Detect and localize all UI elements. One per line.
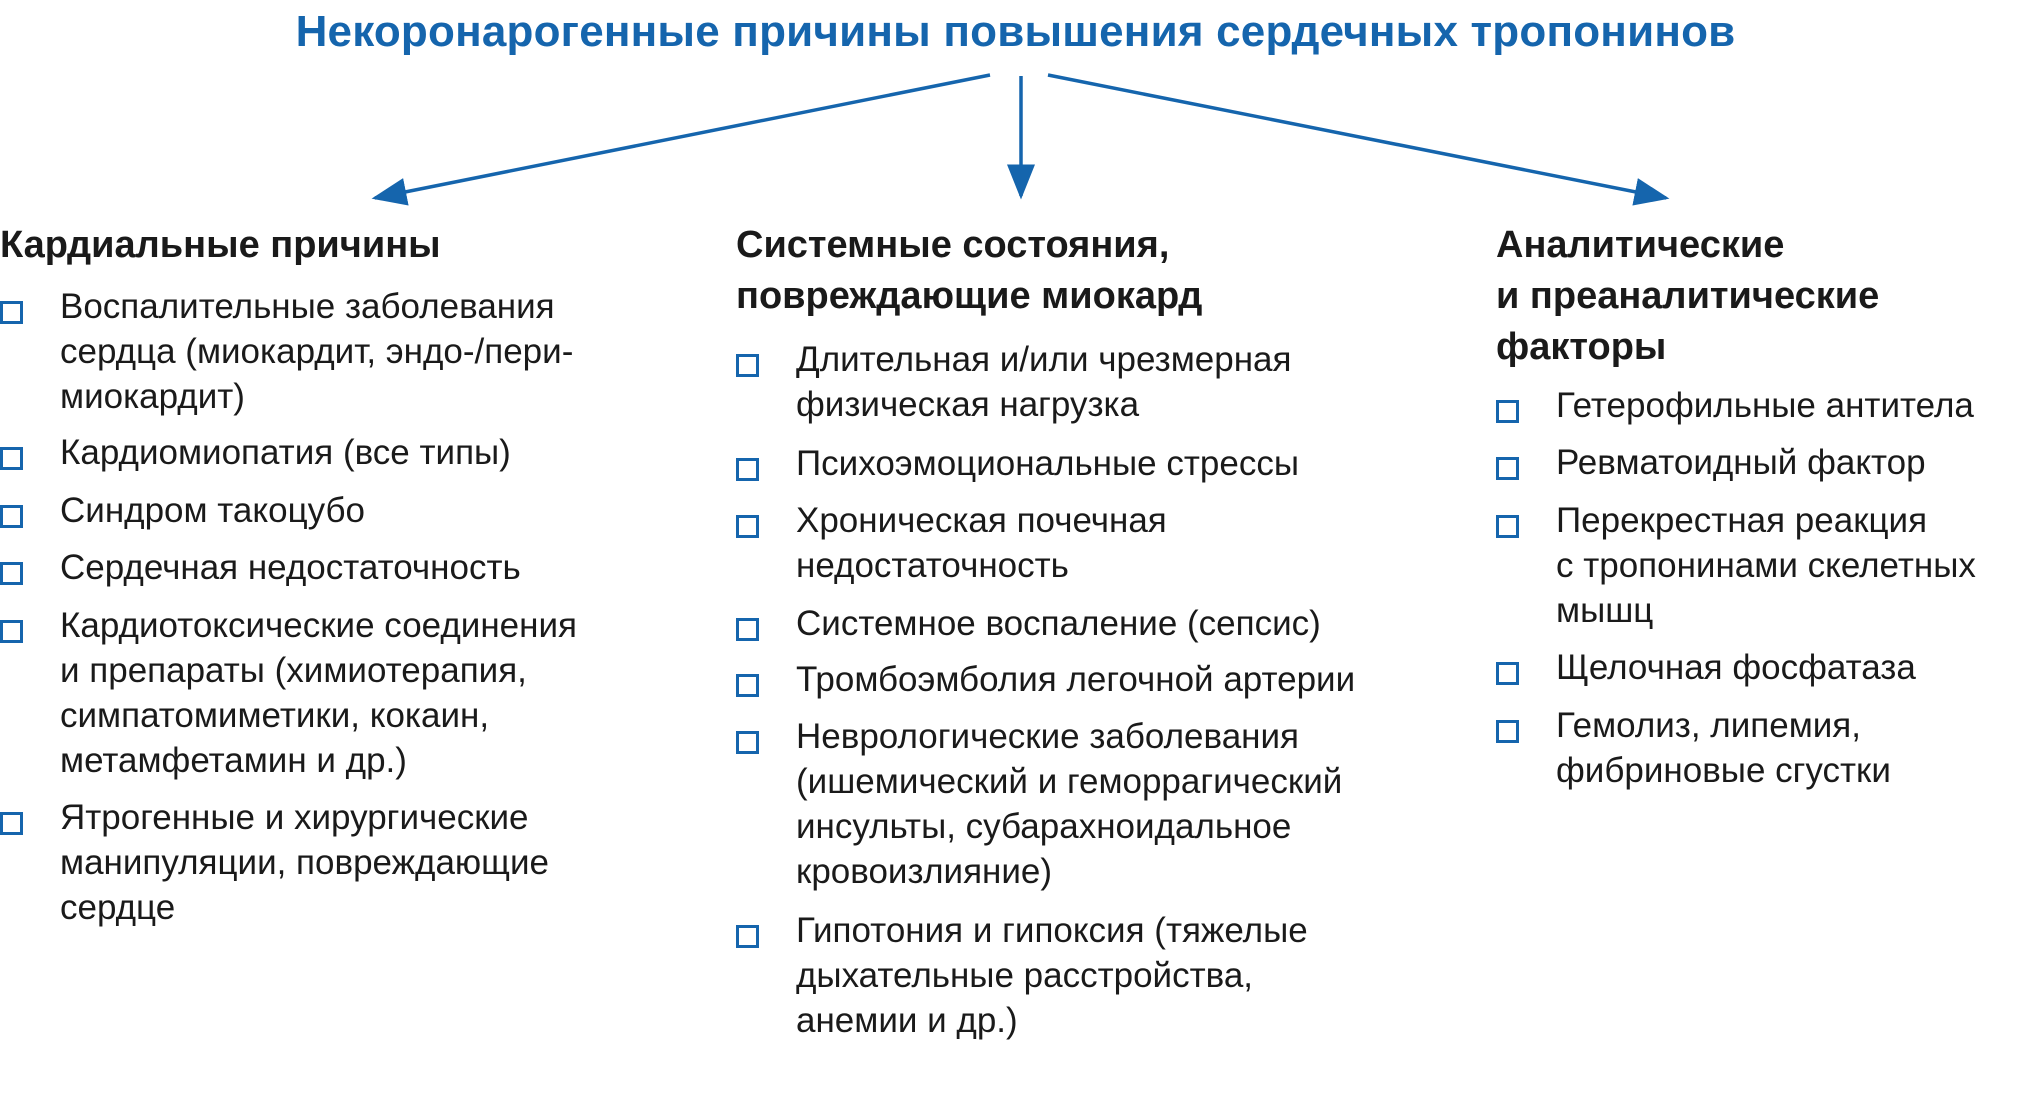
list-item-line: Гетерофильные антитела xyxy=(1556,386,1974,425)
list-item-line: Ятрогенные и хирургические xyxy=(60,798,529,837)
list-item-text xyxy=(60,430,511,475)
list-item-text xyxy=(1556,498,1976,633)
column-heading-line: Кардиальные причины xyxy=(0,224,441,266)
list-item-line: физическая нагрузка xyxy=(796,385,1140,424)
column-heading xyxy=(1496,220,1879,373)
checkbox-bullet-icon xyxy=(0,812,23,835)
checkbox-bullet-icon xyxy=(1496,400,1519,423)
list-item-text xyxy=(60,488,365,533)
list-item-text xyxy=(1556,645,1916,690)
list-item-line: дыхательные расстройства, xyxy=(796,956,1254,995)
checkbox-bullet-icon xyxy=(1496,515,1519,538)
list-item-line: Синдром такоцубо xyxy=(60,491,366,530)
list-item-line: и препараты (химиотерапия, xyxy=(60,651,527,690)
checkbox-bullet-icon xyxy=(736,618,759,641)
list-item-text xyxy=(796,498,1167,588)
list-item-line: Перекрестная реакция xyxy=(1556,501,1928,540)
list-item-line: мышц xyxy=(1556,591,1654,630)
list-item-text xyxy=(1556,383,1974,428)
checkbox-bullet-icon xyxy=(736,925,759,948)
list-item-line: Кардиотоксические соединения xyxy=(60,606,577,645)
checkbox-bullet-icon xyxy=(0,301,23,324)
list-item-text xyxy=(1556,703,1891,793)
checkbox-bullet-icon xyxy=(0,447,23,470)
list-item-text xyxy=(796,337,1291,427)
list-item-line: Психоэмоциональные стрессы xyxy=(796,444,1299,483)
list-item-line: сердце xyxy=(60,888,176,927)
column-heading-line: факторы xyxy=(1496,326,1667,368)
list-item-line: инсульты, субарахноидальное xyxy=(796,807,1292,846)
column-heading-line: повреждающие миокард xyxy=(736,275,1203,317)
checkbox-bullet-icon xyxy=(1496,720,1519,743)
column-heading-line: Аналитические xyxy=(1496,224,1785,266)
list-item-line: Гипотония и гипоксия (тяжелые xyxy=(796,911,1308,950)
checkbox-bullet-icon xyxy=(736,354,759,377)
list-item-line: недостаточность xyxy=(796,546,1069,585)
list-item-line: Системное воспаление (сепсис) xyxy=(796,604,1321,643)
checkbox-bullet-icon xyxy=(736,515,759,538)
list-item-line: с тропонинами скелетных xyxy=(1556,546,1976,585)
column-heading xyxy=(0,220,441,271)
list-item-line: миокардит) xyxy=(60,377,245,416)
list-item-line: (ишемический и геморрагический xyxy=(796,762,1343,801)
list-item-line: Щелочная фосфатаза xyxy=(1556,648,1916,687)
list-item-text xyxy=(60,284,573,419)
column-heading-line: Системные состояния, xyxy=(736,224,1170,266)
list-item-line: Кардиомиопатия (все типы) xyxy=(60,433,511,472)
list-item-text xyxy=(796,908,1308,1043)
list-item-line: сердца (миокардит, эндо-/пери- xyxy=(60,332,574,371)
checkbox-bullet-icon xyxy=(736,458,759,481)
checkbox-bullet-icon xyxy=(736,731,759,754)
list-item-line: Неврологические заболевания xyxy=(796,717,1299,756)
diagram-title: Некоронарогенные причины повышения сердечных тропонинов xyxy=(295,7,1736,56)
checkbox-bullet-icon xyxy=(736,674,759,697)
list-item-line: кровоизлияние) xyxy=(796,852,1053,891)
checkbox-bullet-icon xyxy=(1496,662,1519,685)
list-item-text xyxy=(796,441,1299,486)
list-item-line: Тромбоэмболия легочной артерии xyxy=(796,660,1356,699)
list-item-text xyxy=(60,545,521,590)
column-heading xyxy=(736,220,1202,322)
list-item-text xyxy=(1556,440,1926,485)
list-item-text xyxy=(796,601,1321,646)
list-item-line: Длительная и/или чрезмерная xyxy=(796,340,1292,379)
list-item-text xyxy=(60,795,549,930)
checkbox-bullet-icon xyxy=(0,505,23,528)
list-item-line: Сердечная недостаточность xyxy=(60,548,521,587)
list-item-line: симпатомиметики, кокаин, xyxy=(60,696,490,735)
list-item-line: Хроническая почечная xyxy=(796,501,1167,540)
checkbox-bullet-icon xyxy=(0,562,23,585)
list-item-line: метамфетамин и др.) xyxy=(60,741,407,780)
list-item-line: Гемолиз, липемия, xyxy=(1556,706,1861,745)
arrow-to-analytical xyxy=(1048,75,1666,198)
list-item-line: анемии и др.) xyxy=(796,1001,1018,1040)
list-item-text xyxy=(796,657,1355,702)
list-item-line: Воспалительные заболевания xyxy=(60,287,555,326)
list-item-line: Ревматоидный фактор xyxy=(1556,443,1926,482)
list-item-text xyxy=(60,603,577,783)
list-item-line: манипуляции, повреждающие xyxy=(60,843,549,882)
arrow-to-cardiac xyxy=(375,75,990,198)
list-item-text xyxy=(796,714,1342,894)
checkbox-bullet-icon xyxy=(1496,457,1519,480)
column-heading-line: и преаналитические xyxy=(1496,275,1880,317)
checkbox-bullet-icon xyxy=(0,620,23,643)
list-item-line: фибриновые сгустки xyxy=(1556,751,1891,790)
